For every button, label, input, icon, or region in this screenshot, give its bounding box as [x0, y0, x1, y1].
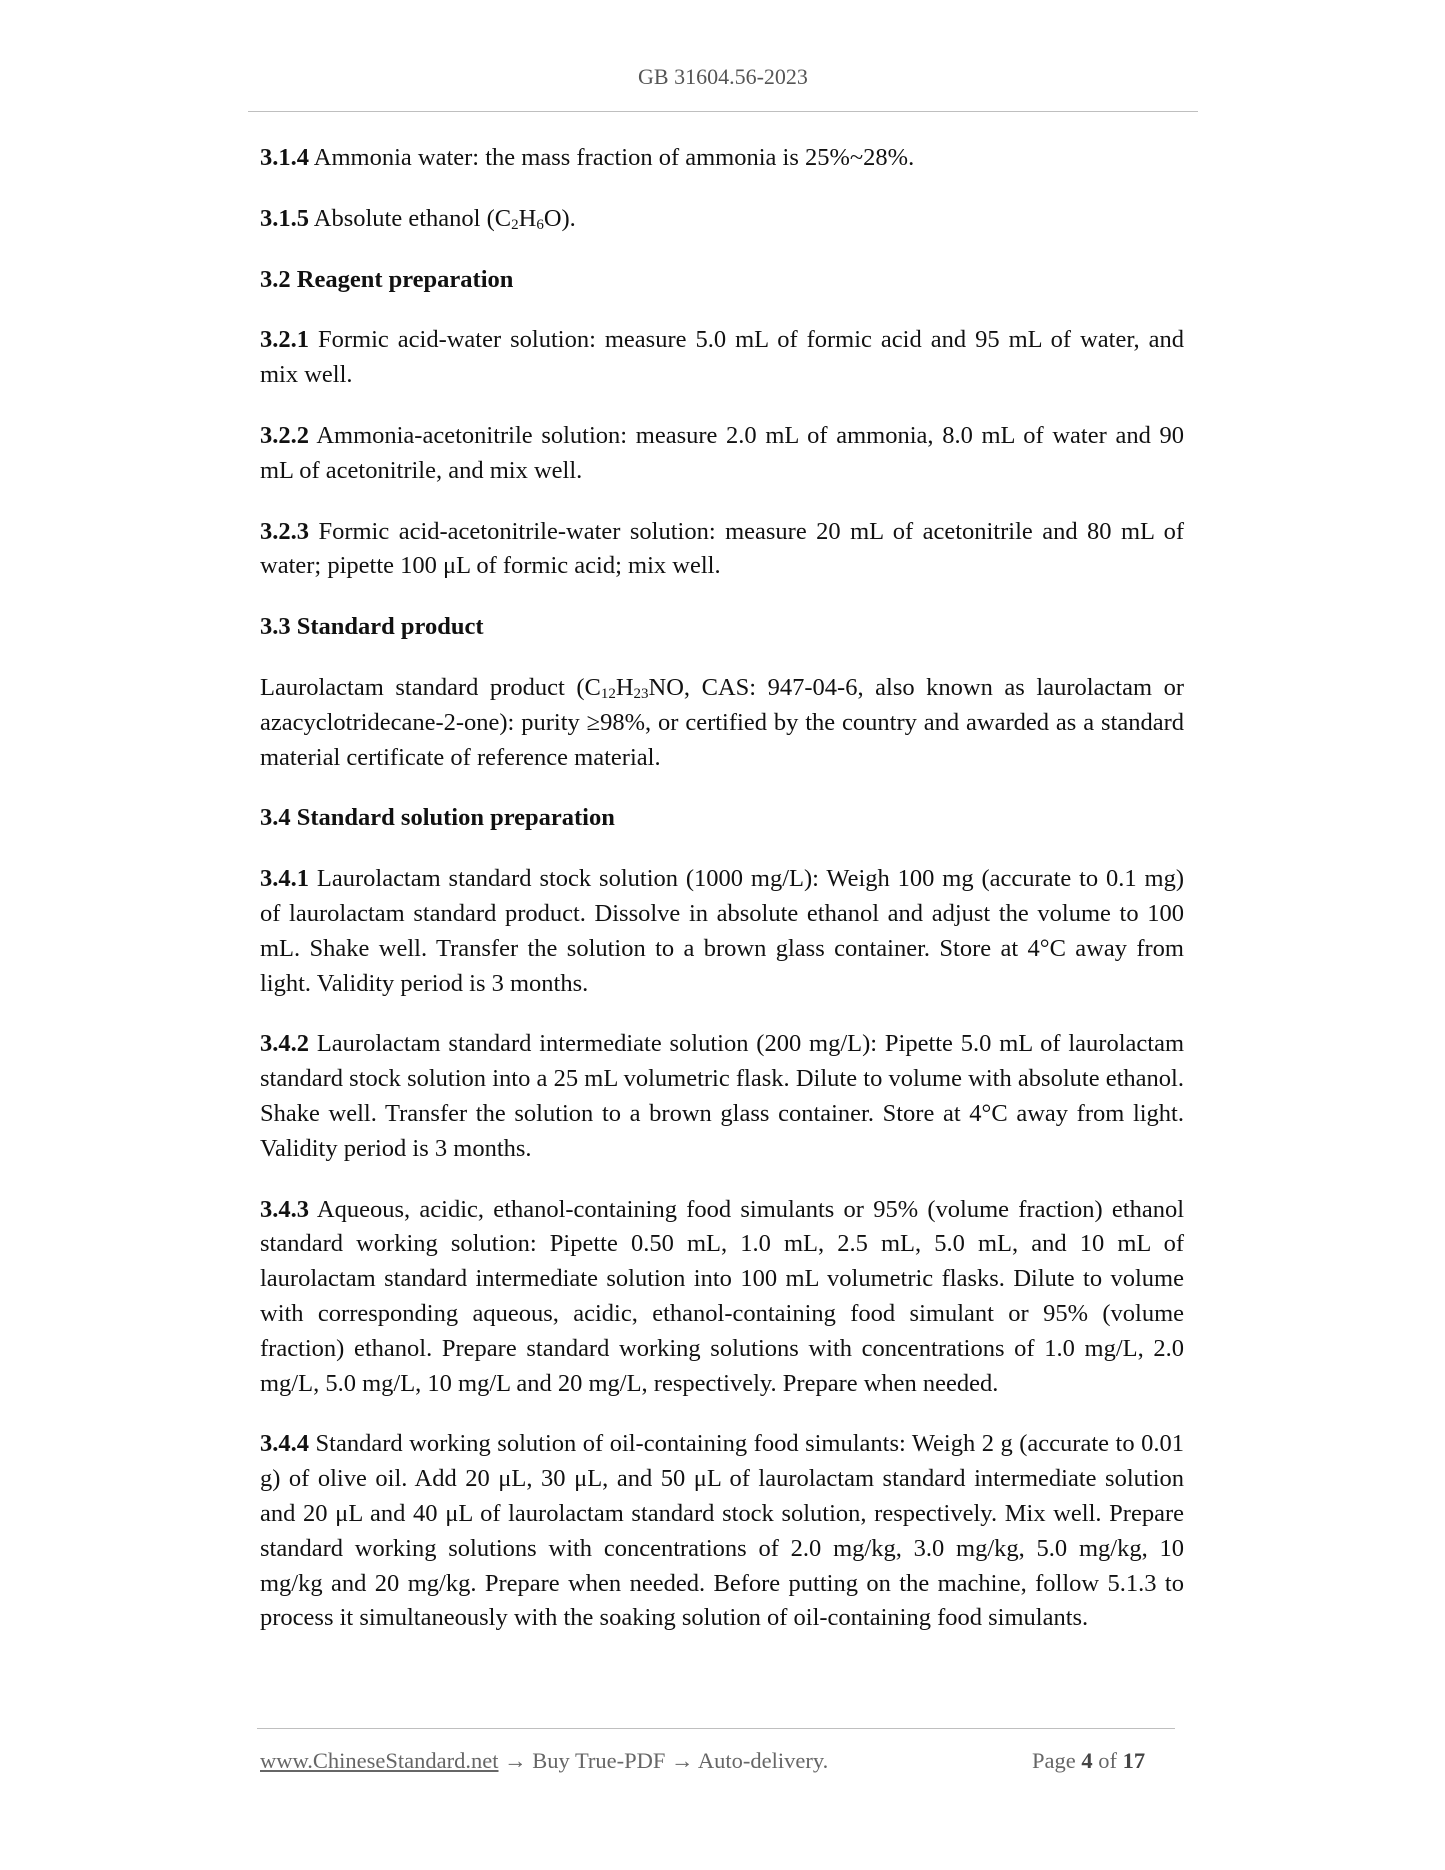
paragraph-text: NO, CAS: 947-04-6, also known as laurolactam or azacyclotridecane-2-one): purity ≥98%, or certified by the country and awarded as a standard material certificate of reference material. [260, 673, 1184, 771]
paragraph-3-4-4 [260, 1427, 1184, 1636]
clause-number: 3.2.3 [260, 517, 309, 545]
header-divider [248, 111, 1198, 112]
clause-number: 3.1.5 [260, 204, 309, 232]
current-page-number: 4 [1081, 1748, 1093, 1773]
document-code-header: GB 31604.56-2023 [638, 64, 808, 89]
footer-tagline: → Buy True-PDF → Auto-delivery. [498, 1748, 829, 1773]
paragraph-text: Standard working solution of oil-containing food simulants: Weigh 2 g (accurate to 0.01 g) of olive oil. Add 20 μL, 30 μL, and 50 μL of laurolactam standard intermediate solution and 20 μL and 40 μL of laurolactam standard stock solution, respectively. Mix well. Prepare standard working solutions with concentrations of 2.0 mg/kg, 3.0 mg/kg, 5.0 mg/kg, 10 mg/kg and 20 mg/kg. Prepare when needed. Before putting on the machine, follow 5.1.3 to process it simultaneously with the soaking solution of oil-containing food simulants. [260, 1430, 1184, 1632]
paragraph-3-1-5 [260, 202, 1184, 237]
clause-number: 3.4.3 [260, 1195, 309, 1223]
formula-subscript: 2 [511, 216, 519, 233]
formula-subscript: 12 [600, 685, 616, 702]
paragraph-3-4-2 [260, 1027, 1184, 1166]
paragraph-text: Laurolactam standard stock solution (1000 mg/L): Weigh 100 mg (accurate to 0.1 mg) of laurolactam standard product. Dissolve in absolute ethanol and adjust the volume to 100 mL. Shake well. Transfer the solution to a brown glass container. Store at 4°C away from light. Validity period is 3 months. [260, 865, 1184, 997]
footer-divider [257, 1728, 1175, 1729]
clause-number: 3.4.4 [260, 1430, 309, 1458]
paragraph-3-4-3 [260, 1193, 1184, 1402]
paragraph-text: Formic acid-acetonitrile-water solution: measure 20 mL of acetonitrile and 80 mL of water; pipette 100 μL of formic acid; mix well. [260, 517, 1184, 580]
footer-promo [260, 1748, 828, 1774]
total-page-number: 17 [1122, 1748, 1146, 1773]
page-label: Page [1032, 1748, 1082, 1773]
formula-subscript: 23 [633, 685, 649, 702]
paragraph-3-2-2 [260, 419, 1184, 489]
paragraph-3-2-1 [260, 323, 1184, 393]
section-heading-3-2: 3.2 Reagent preparation [260, 265, 514, 293]
clause-number: 3.2.2 [260, 421, 309, 449]
paragraph-text: Aqueous, acidic, ethanol-containing food simulants or 95% (volume fraction) ethanol standard working solution: Pipette 0.50 mL, 1.0 mL, 2.5 mL, 5.0 mL, and 10 mL of laurolactam standard intermediate solution into 100 mL volumetric flasks. Dilute to volume with corresponding aqueous, acidic, ethanol-containing food simulant or 95% (volume fraction) ethanol. Prepare standard working solutions with concentrations of 1.0 mg/L, 2.0 mg/L, 5.0 mg/L, 10 mg/L and 20 mg/L, respectively. Prepare when needed. [260, 1195, 1184, 1397]
paragraph-text: Formic acid-water solution: measure 5.0 mL of formic acid and 95 mL of water, and mix well. [260, 326, 1184, 389]
paragraph-text: Ammonia water: the mass fraction of ammonia is 25%~28%. [309, 144, 915, 171]
document-body [260, 141, 1184, 1662]
paragraph-text: Absolute ethanol (C [309, 204, 512, 232]
formula-subscript: 6 [536, 216, 544, 233]
paragraph-3-1-4 [260, 141, 1184, 176]
formula-part: H [518, 204, 537, 232]
paragraph-standard-product [260, 671, 1184, 775]
clause-number: 3.2.1 [260, 326, 309, 354]
paragraph-text: Laurolactam standard intermediate solution (200 mg/L): Pipette 5.0 mL of laurolactam standard stock solution into a 25 mL volumetric flask. Dilute to volume with absolute ethanol. Shake well. Transfer the solution to a brown glass container. Store at 4°C away from light. Validity period is 3 months. [260, 1030, 1184, 1162]
section-heading-3-3: 3.3 Standard product [260, 613, 484, 641]
clause-number: 3.4.2 [260, 1030, 309, 1058]
page-indicator [1032, 1748, 1145, 1774]
paragraph-3-2-3 [260, 515, 1184, 585]
of-label: of [1092, 1748, 1123, 1773]
clause-number: 3.4.1 [260, 865, 309, 893]
section-heading-3-4: 3.4 Standard solution preparation [260, 804, 615, 832]
paragraph-text: Laurolactam standard product (C [260, 673, 601, 701]
website-link[interactable]: www.ChineseStandard.net [260, 1748, 499, 1773]
paragraph-text: O). [543, 204, 576, 232]
formula-part: H [615, 673, 634, 701]
paragraph-text: Ammonia-acetonitrile solution: measure 2.0 mL of ammonia, 8.0 mL of water and 90 mL of acetonitrile, and mix well. [260, 421, 1184, 484]
paragraph-3-4-1 [260, 862, 1184, 1001]
clause-number: 3.1.4 [260, 144, 309, 171]
